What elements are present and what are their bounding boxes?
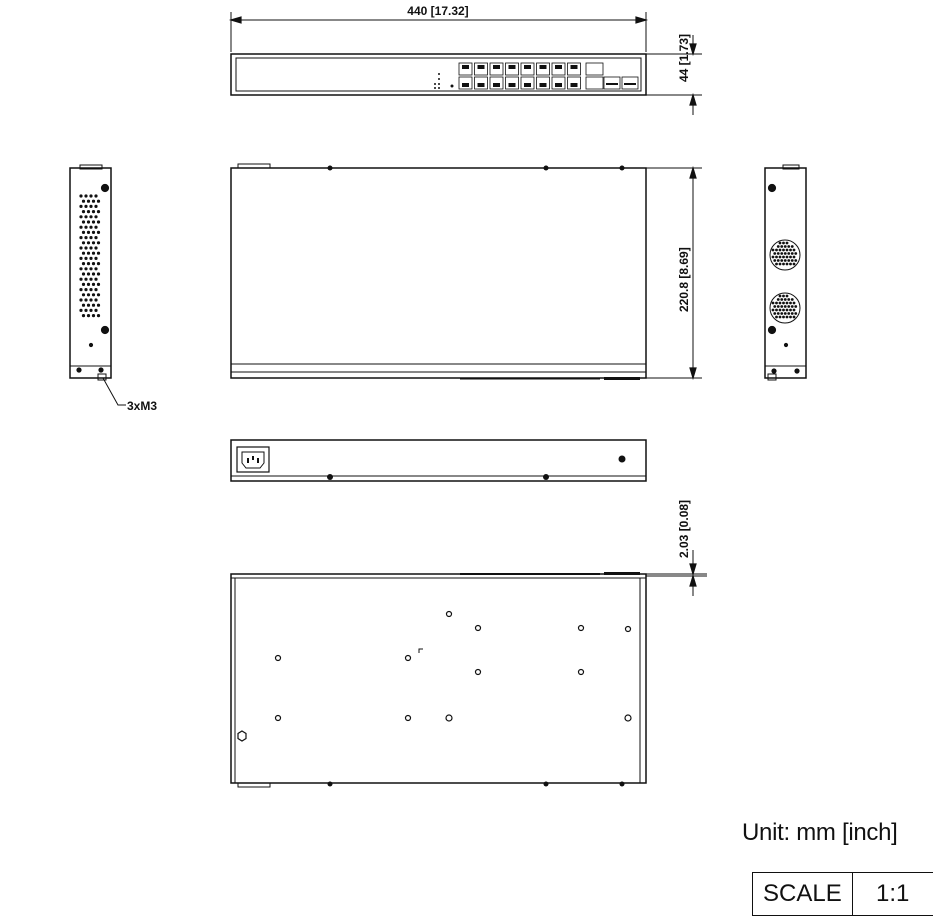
vent-hole (92, 241, 95, 244)
vent-hole (97, 283, 100, 286)
fan-vent-hole (777, 298, 780, 301)
vent-hole (97, 252, 100, 255)
fan-vent-hole (794, 312, 797, 315)
vent-hole (97, 293, 100, 296)
led-indicators (434, 73, 454, 89)
width-dimension-label: 440 [17.32] (407, 4, 469, 18)
rj45-port-latch (462, 83, 469, 87)
vent-hole (94, 278, 97, 281)
fan-vent-hole (782, 302, 785, 305)
fan-vent-hole (777, 252, 780, 255)
vent-hole (87, 241, 90, 244)
fan-vent-hole (772, 256, 775, 259)
fan-vent-hole (789, 302, 792, 305)
vent-hole (82, 293, 85, 296)
vent-hole (82, 200, 85, 203)
vent-hole (87, 252, 90, 255)
fan-vent-hole (780, 305, 783, 308)
fan-vent-hole (791, 305, 794, 308)
fan-vent-hole (779, 249, 782, 252)
fan-vent-hole (786, 263, 789, 266)
vent-hole (82, 262, 85, 265)
fan-vent-hole (794, 252, 797, 255)
fan-vent-hole (775, 263, 778, 266)
fan-vent-hole (782, 263, 785, 266)
fan-vent-hole (779, 242, 782, 245)
height-dimension-label: 44 [1.73] (677, 33, 691, 82)
vent-hole (97, 200, 100, 203)
fan-vent-hole (793, 302, 796, 305)
vent-hole (79, 246, 82, 249)
fan-vent-hole (775, 316, 778, 319)
rj45-port-latch (540, 83, 547, 87)
vent-hole (97, 272, 100, 275)
front-view (231, 4, 702, 115)
vent-hole (89, 298, 92, 301)
fan-vent-hole (779, 309, 782, 312)
depth-dimension-label: 220.8 [8.69] (677, 247, 691, 312)
fan-vent-hole (789, 263, 792, 266)
rj45-port-latch (555, 83, 562, 87)
rj45-port-latch (571, 83, 578, 87)
unit-label: Unit: mm [inch] (742, 819, 898, 846)
vent-hole (92, 262, 95, 265)
rj45-port-latch (462, 65, 469, 69)
vent-hole (87, 220, 90, 223)
vent-hole (87, 210, 90, 213)
mounting-holes (238, 612, 631, 742)
fan-vent-hole (773, 252, 776, 255)
vent-hole (87, 304, 90, 307)
fan-vent-hole (779, 302, 782, 305)
vent-hole (97, 304, 100, 307)
vent-hole (84, 309, 87, 312)
vent-hole (79, 194, 82, 197)
fan-vent-hole (780, 312, 783, 315)
vent-hole (97, 210, 100, 213)
fan-vent-hole (773, 305, 776, 308)
rj45-port-latch (493, 83, 500, 87)
vent-hole (82, 231, 85, 234)
fan-vent-hole (782, 242, 785, 245)
fan-vent-hole (793, 249, 796, 252)
vent-hole (94, 257, 97, 260)
vent-hole (97, 314, 100, 317)
vent-hole (84, 288, 87, 291)
fan-vent-hole (787, 312, 790, 315)
vent-hole (94, 267, 97, 270)
fan-vent-hole (791, 259, 794, 262)
vent-hole (97, 231, 100, 234)
fan-vent-hole (772, 309, 775, 312)
vent-hole (84, 194, 87, 197)
rj45-port-latch (493, 65, 500, 69)
vent-hole (94, 205, 97, 208)
vent-hole (89, 278, 92, 281)
fan-vent-hole (780, 298, 783, 301)
rj45-port-latch (509, 65, 516, 69)
fan-vent-hole (779, 295, 782, 298)
right-side-view (765, 165, 806, 380)
rj45-port-latch (571, 65, 578, 69)
vent-hole (94, 288, 97, 291)
vent-hole (87, 272, 90, 275)
vent-hole (79, 236, 82, 239)
vent-hole (92, 231, 95, 234)
vent-hole (94, 246, 97, 249)
fan-vent-hole (787, 252, 790, 255)
vent-hole (94, 309, 97, 312)
vent-hole (87, 262, 90, 265)
vent-hole (97, 220, 100, 223)
vent-hole (84, 257, 87, 260)
rj45-port-latch (478, 65, 485, 69)
vent-hole (79, 267, 82, 270)
fan-vent-hole (787, 259, 790, 262)
fan-vent-hole (784, 312, 787, 315)
vent-hole (82, 252, 85, 255)
fan-vent-hole (772, 302, 775, 305)
vent-hole (82, 210, 85, 213)
fan-vent-hole (786, 256, 789, 259)
scale-table (752, 872, 933, 916)
vent-hole (92, 252, 95, 255)
fan-vent-hole (786, 249, 789, 252)
fan-vent-hole (787, 305, 790, 308)
fan-vent-hole (782, 316, 785, 319)
fan-vent-hole (786, 295, 789, 298)
vent-hole (92, 210, 95, 213)
fan-vent-hole (775, 309, 778, 312)
fan-vent-hole (793, 263, 796, 266)
fan-vent-hole (789, 256, 792, 259)
rj45-port-latch (509, 83, 516, 87)
vent-hole (82, 241, 85, 244)
vent-hole (97, 262, 100, 265)
fan-vent-hole (784, 298, 787, 301)
vent-holes (79, 194, 100, 317)
vent-hole (82, 272, 85, 275)
fan-vent-hole (782, 249, 785, 252)
fan-vent-hole (786, 302, 789, 305)
vent-hole (79, 278, 82, 281)
vent-hole (92, 304, 95, 307)
fan-vent-hole (772, 249, 775, 252)
vent-hole (89, 309, 92, 312)
vent-hole (79, 288, 82, 291)
rj45-port-block (459, 63, 581, 89)
fan-vent-hole (791, 252, 794, 255)
fan-vent-hole (794, 259, 797, 262)
fan-vent-hole (782, 295, 785, 298)
vent-hole (89, 205, 92, 208)
fan-vent-hole (789, 309, 792, 312)
fan-vent-hole (793, 316, 796, 319)
vent-hole (82, 283, 85, 286)
fan-vent-hole (773, 259, 776, 262)
vent-hole (79, 257, 82, 260)
vent-hole (89, 257, 92, 260)
vent-hole (94, 236, 97, 239)
vent-hole (92, 272, 95, 275)
fan-vent-hole (786, 316, 789, 319)
vent-hole (94, 194, 97, 197)
fan-vent-hole (775, 249, 778, 252)
bottom-view (231, 500, 707, 787)
fan-vent-hole (791, 245, 794, 248)
fan-vent-hole (780, 245, 783, 248)
vent-hole (92, 220, 95, 223)
vent-hole (89, 246, 92, 249)
vent-hole (79, 215, 82, 218)
vent-hole (84, 298, 87, 301)
rj45-port-latch (524, 83, 531, 87)
vent-hole (87, 200, 90, 203)
vent-hole (79, 309, 82, 312)
fan-vent-hole (777, 245, 780, 248)
rj45-port-latch (540, 65, 547, 69)
rj45-port-latch (555, 65, 562, 69)
vent-hole (82, 304, 85, 307)
vent-hole (97, 241, 100, 244)
fan-vent-hole (794, 305, 797, 308)
left-side-view (70, 165, 157, 413)
scale-value: 1:1 (852, 873, 933, 916)
vent-hole (87, 231, 90, 234)
vent-hole (84, 246, 87, 249)
vent-hole (89, 288, 92, 291)
fan-vent-hole (777, 259, 780, 262)
vent-hole (84, 205, 87, 208)
fan-vent-hole (782, 309, 785, 312)
fan-vent-hole (775, 256, 778, 259)
fan-vent-hole (791, 298, 794, 301)
top-view (231, 164, 702, 380)
fan-vent-hole (787, 245, 790, 248)
fan-vent-hole (784, 259, 787, 262)
screw-label: 3xM3 (127, 399, 158, 413)
fan-vent-hole (784, 245, 787, 248)
vent-hole (84, 215, 87, 218)
vent-hole (84, 278, 87, 281)
fan-vent-hole (780, 259, 783, 262)
vent-hole (87, 283, 90, 286)
foot-dimension-label: 2.03 [0.08] (677, 499, 691, 558)
fan-vent-holes (772, 242, 798, 319)
vent-hole (92, 283, 95, 286)
fan-vent-hole (786, 309, 789, 312)
vent-hole (89, 267, 92, 270)
fan-vent-hole (777, 305, 780, 308)
vent-hole (94, 298, 97, 301)
fan-vent-hole (784, 305, 787, 308)
rj45-port-latch (478, 83, 485, 87)
fan-vent-hole (779, 256, 782, 259)
vent-hole (82, 314, 85, 317)
vent-hole (79, 226, 82, 229)
vent-hole (87, 293, 90, 296)
fan-vent-hole (793, 256, 796, 259)
vent-hole (89, 215, 92, 218)
vent-hole (92, 200, 95, 203)
vent-hole (82, 220, 85, 223)
sfp-port-block (586, 63, 638, 89)
fan-vent-hole (791, 312, 794, 315)
vent-hole (94, 215, 97, 218)
vent-hole (89, 194, 92, 197)
fan-vent-hole (786, 242, 789, 245)
vent-hole (79, 298, 82, 301)
fan-vent-hole (777, 312, 780, 315)
fan-vent-hole (789, 249, 792, 252)
vent-hole (79, 205, 82, 208)
vent-hole (84, 226, 87, 229)
vent-hole (89, 236, 92, 239)
fan-vent-hole (779, 316, 782, 319)
fan-vent-hole (789, 316, 792, 319)
fan-vent-hole (779, 263, 782, 266)
scale-key: SCALE (753, 873, 853, 916)
vent-hole (87, 314, 90, 317)
fan-vent-hole (793, 309, 796, 312)
vent-hole (89, 226, 92, 229)
fan-vent-hole (784, 252, 787, 255)
vent-hole (92, 293, 95, 296)
fan-vent-hole (775, 302, 778, 305)
fan-vent-hole (787, 298, 790, 301)
fan-vent-hole (782, 256, 785, 259)
vent-hole (94, 226, 97, 229)
vent-hole (92, 314, 95, 317)
rj45-port-latch (524, 65, 531, 69)
fan-vent-hole (773, 312, 776, 315)
fan-vent-hole (780, 252, 783, 255)
vent-hole (84, 236, 87, 239)
vent-hole (84, 267, 87, 270)
rear-view (231, 440, 646, 481)
